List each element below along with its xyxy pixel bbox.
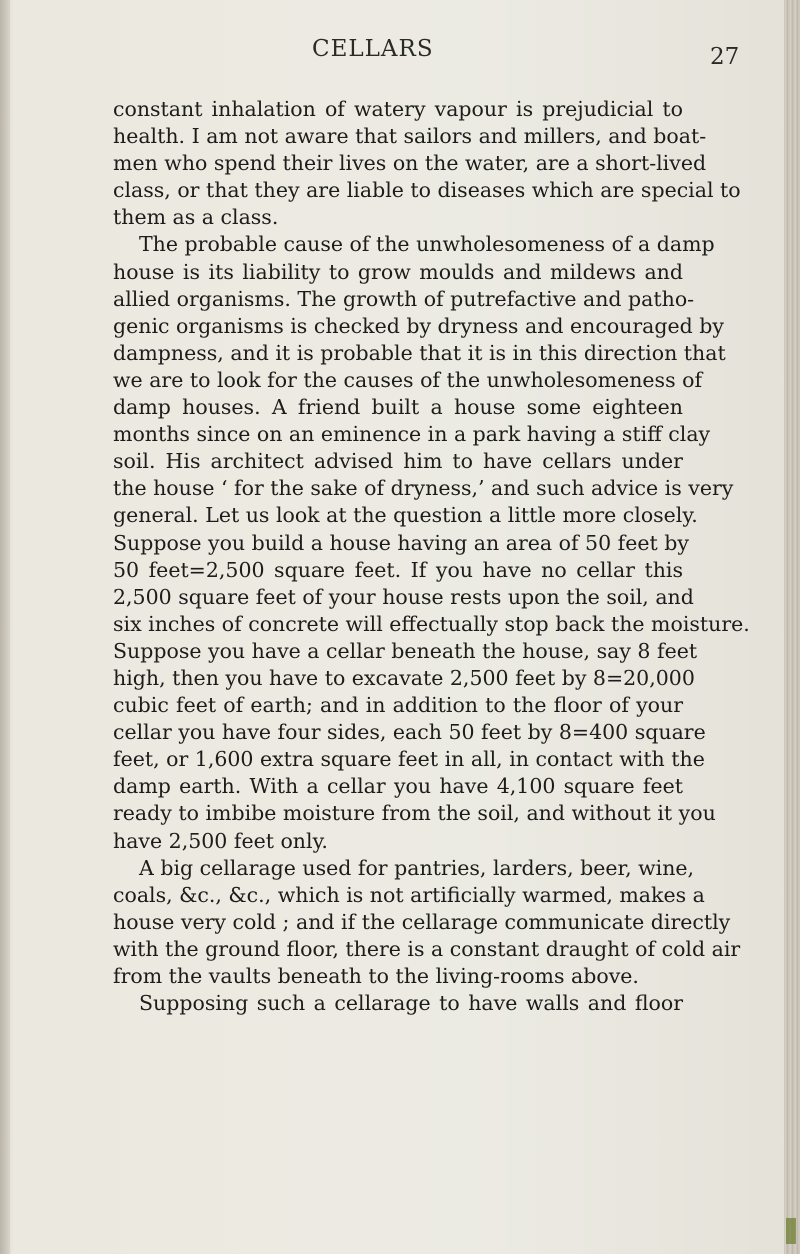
text-line: constant inhalation of watery vapour is prejudicial to	[113, 97, 683, 121]
text-line: cubic feet of earth; and in addition to the floor of your	[113, 693, 683, 718]
page-number: 27	[710, 44, 740, 70]
binding-edge-mark	[786, 1218, 796, 1244]
text-line: Suppose you build a house having an area of 50 feet by	[113, 530, 689, 555]
text-line: six inches of concrete will effectually stop back the moisture.	[113, 611, 750, 636]
text-line: soil. His architect advised him to have cellars under	[113, 449, 683, 474]
text-line: genic organisms is checked by dryness and encouraged by	[113, 313, 724, 338]
text-line: Suppose you have a cellar beneath the house, say 8 feet	[113, 638, 698, 663]
text-line: Supposing such a cellarage to have walls and floor	[139, 991, 683, 1016]
text-line: coals, &c., &c., which is not artificially warmed, makes a	[113, 882, 705, 907]
text-line: them as a class.	[113, 205, 279, 230]
text-line: damp earth. With a cellar you have 4,100 square feet	[113, 774, 683, 799]
text-line: damp houses. A friend built a house some eighteen	[113, 395, 683, 420]
text-line: class, or that they are liable to diseases which are special to	[113, 178, 741, 203]
text-line: we are to look for the causes of the unwholesomeness of	[113, 367, 703, 392]
text-line: health. I am not aware that sailors and millers, and boat-	[113, 124, 707, 149]
text-line: from the vaults beneath to the living-rooms above.	[113, 964, 639, 988]
text-line: men who spend their lives on the water, are a short-lived	[113, 151, 707, 176]
text-line: 2,500 square feet of your house rests upon the soil, and	[113, 584, 694, 609]
text-line: cellar you have four sides, each 50 feet by 8=400 square	[113, 720, 706, 745]
running-head: CELLARS	[312, 36, 434, 62]
body-text	[113, 96, 750, 1017]
text-line: general. Let us look at the question a little more closely.	[113, 503, 698, 528]
text-line: house very cold ; and if the cellarage communicate directly	[113, 909, 731, 934]
text-line: months since on an eminence in a park having a stiff clay	[113, 422, 711, 447]
text-line: dampness, and it is probable that it is in this direction that	[113, 340, 726, 365]
text-line: house is its liability to grow moulds and mildews and	[113, 259, 683, 284]
text-line: allied organisms. The growth of putrefactive and patho-	[113, 286, 695, 311]
text-line: the house ‘ for the sake of dryness,’ and such advice is very	[113, 476, 734, 501]
text-line: A big cellarage used for pantries, larders, beer, wine,	[139, 855, 695, 880]
text-line: feet, or 1,600 extra square feet in all, in contact with the	[113, 747, 705, 772]
text-line: with the ground floor, there is a constant draught of cold air	[113, 936, 741, 961]
text-line: 50 feet=2,500 square feet. If you have no cellar this	[113, 557, 683, 582]
text-line: ready to imbibe moisture from the soil, and without it you	[113, 801, 716, 826]
page-left-edge	[0, 0, 10, 1254]
text-line: The probable cause of the unwholesomeness of a damp	[139, 232, 715, 257]
page-header	[0, 36, 800, 70]
page-right-edge	[784, 0, 800, 1254]
text-line: have 2,500 feet only.	[113, 828, 328, 853]
text-line: high, then you have to excavate 2,500 feet by 8=20,000	[113, 665, 695, 690]
